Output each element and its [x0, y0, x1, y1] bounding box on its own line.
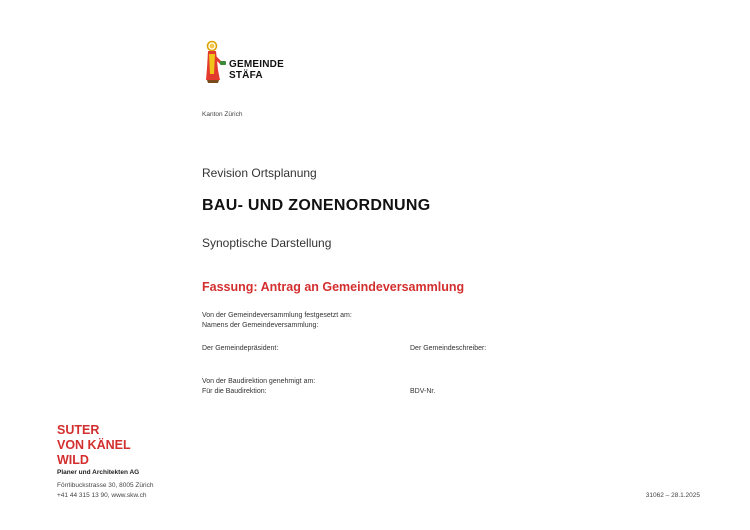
municipality-logo — [202, 40, 322, 90]
document-subtitle: Synoptische Darstellung — [202, 236, 332, 250]
firm-subtitle: Planer und Architekten AG — [57, 469, 140, 476]
revision-label: Revision Ortsplanung — [202, 166, 317, 180]
logo-line2: STÄFA — [229, 70, 263, 81]
kanton-label: Kanton Zürich — [202, 111, 243, 118]
president-label: Der Gemeindepräsident: — [202, 345, 279, 352]
baudirektion-line1: Von der Baudirektion genehmigt am: — [202, 378, 316, 385]
firm-address: Förrlibuckstrasse 30, 8005 Zürich — [57, 482, 154, 489]
logo-text — [229, 59, 284, 81]
festgesetzt-line1: Von der Gemeindeversammlung festgesetzt am: — [202, 312, 352, 319]
firm-logo — [57, 423, 131, 468]
document-id: 31062 – 28.1.2025 — [645, 492, 700, 499]
saint-figure-icon — [202, 40, 228, 86]
firm-name-line1: SUTER — [57, 423, 100, 437]
logo-line1: GEMEINDE — [229, 59, 284, 70]
firm-name-line3: WILD — [57, 453, 89, 467]
baudirektion-line2: Für die Baudirektion: — [202, 388, 267, 395]
version-label: Fassung: Antrag an Gemeindeversammlung — [202, 280, 465, 294]
bdv-number-label: BDV-Nr. — [410, 388, 436, 395]
firm-contact: +41 44 315 13 90, www.skw.ch — [57, 492, 147, 499]
festgesetzt-line2: Namens der Gemeindeversammlung: — [202, 322, 319, 329]
clerk-label: Der Gemeindeschreiber: — [410, 345, 487, 352]
document-title: BAU- UND ZONENORDNUNG — [202, 197, 431, 214]
firm-name-line2: VON KÄNEL — [57, 438, 131, 452]
